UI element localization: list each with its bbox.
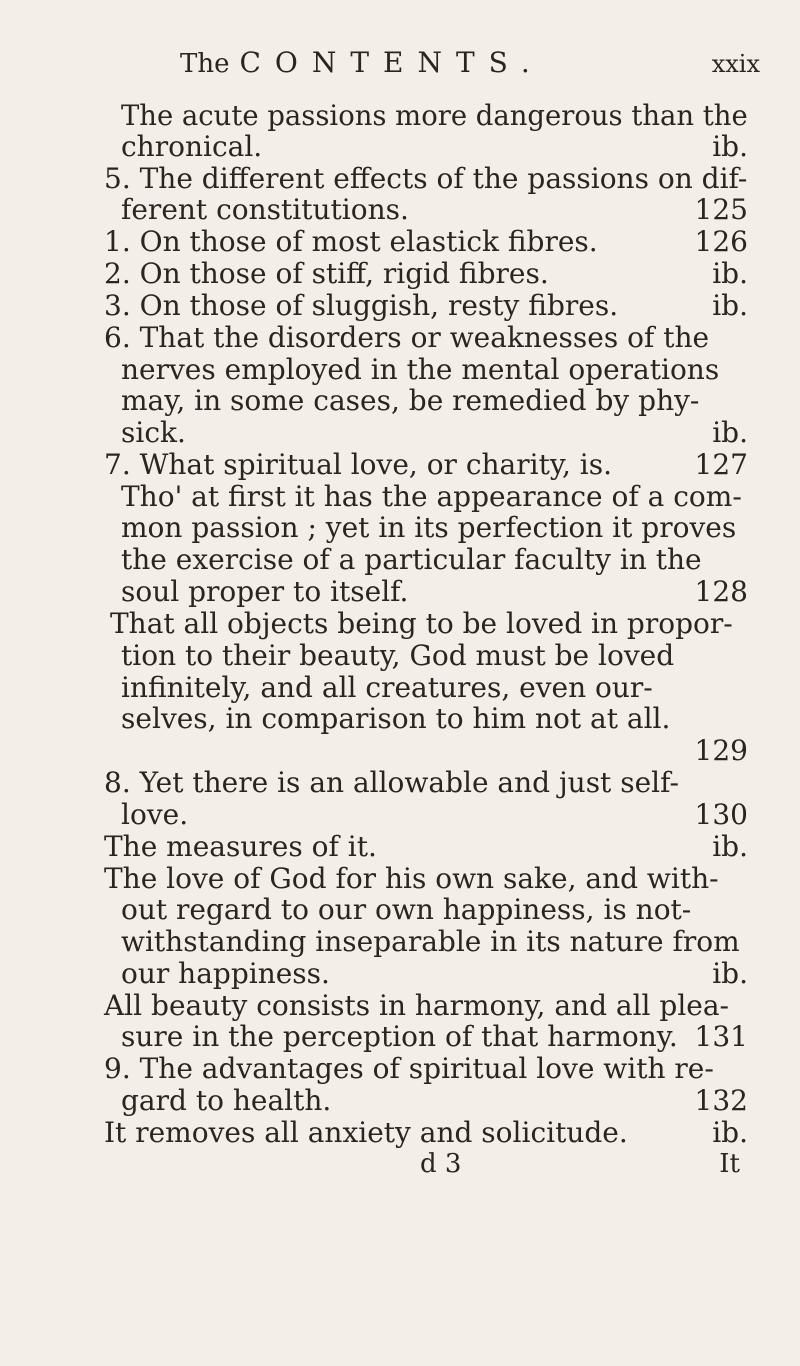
contents-line: infinitely, and all creatures, even our- [121,671,653,704]
page-ref: ib. [712,289,748,322]
contents-line: 7. What spiritual love, or charity, is. [104,448,612,481]
contents-line: ferent constitutions. [121,193,409,226]
page-ref: 129 [694,734,748,767]
page-ref: 131 [694,1020,748,1053]
contents-line: 9. The advantages of spiritual love with re- [104,1052,714,1085]
page-ref: 125 [694,193,748,226]
contents-line: That all objects being to be loved in propor- [110,607,733,640]
page-ref: 130 [694,798,748,831]
contents-line: sure in the perception of that harmony. [121,1020,678,1053]
signature-mark: d 3 [420,1149,462,1179]
contents-line: withstanding inseparable in its nature from [121,925,740,958]
contents-line: The love of God for his own sake, and with- [104,862,719,895]
contents-line: gard to health. [121,1084,332,1117]
contents-line: The measures of it. [104,830,377,863]
contents-line: soul proper to itself. [121,575,409,608]
contents-line: nerves employed in the mental operations [121,353,720,386]
contents-line: Tho' at first it has the appearance of a com- [121,480,742,513]
contents-line: 6. That the disorders or weaknesses of the [104,321,710,354]
contents-line: The acute passions more dangerous than the [121,99,748,132]
contents-line: chronical. [121,130,263,163]
contents-line: 8. Yet there is an allowable and just self- [104,766,679,799]
contents-line: sick. [121,416,186,449]
contents-line: 1. On those of most elastick fibres. [104,225,598,258]
contents-line: 2. On those of stiff, rigid fibres. [104,257,549,290]
page-ref: ib. [712,1116,748,1149]
contents-line: our happiness. [121,957,330,990]
page-ref: 126 [694,225,748,258]
header-page-number: xxix [711,50,760,78]
header-the: The [180,49,230,79]
page-ref: 132 [694,1084,748,1117]
header-title: CONTENTS. [239,46,544,79]
contents-line: All beauty consists in harmony, and all plea- [104,989,730,1022]
page-ref: ib. [712,957,748,990]
page-ref: ib. [712,416,748,449]
contents-line: It removes all anxiety and solicitude. [104,1116,628,1149]
contents-line: out regard to our own happiness, is not- [121,893,692,926]
catchword: It [719,1149,740,1179]
page-ref: ib. [712,830,748,863]
contents-line: tion to their beauty, God must be loved [121,639,675,672]
contents-line: 5. The different effects of the passions on dif- [104,162,748,195]
contents-line: may, in some cases, be remedied by phy- [121,384,700,417]
page-ref: 128 [694,575,748,608]
page-ref: 127 [694,448,748,481]
contents-line: 3. On those of sluggish, resty fibres. [104,289,619,322]
contents-line: the exercise of a particular faculty in the [121,543,702,576]
contents-line: mon passion ; yet in its perfection it proves [121,511,737,544]
running-header [180,46,760,86]
contents-line: selves, in comparison to him not at all. [121,702,671,735]
page-ref: ib. [712,130,748,163]
contents-line: love. [121,798,189,831]
page-ref: ib. [712,257,748,290]
